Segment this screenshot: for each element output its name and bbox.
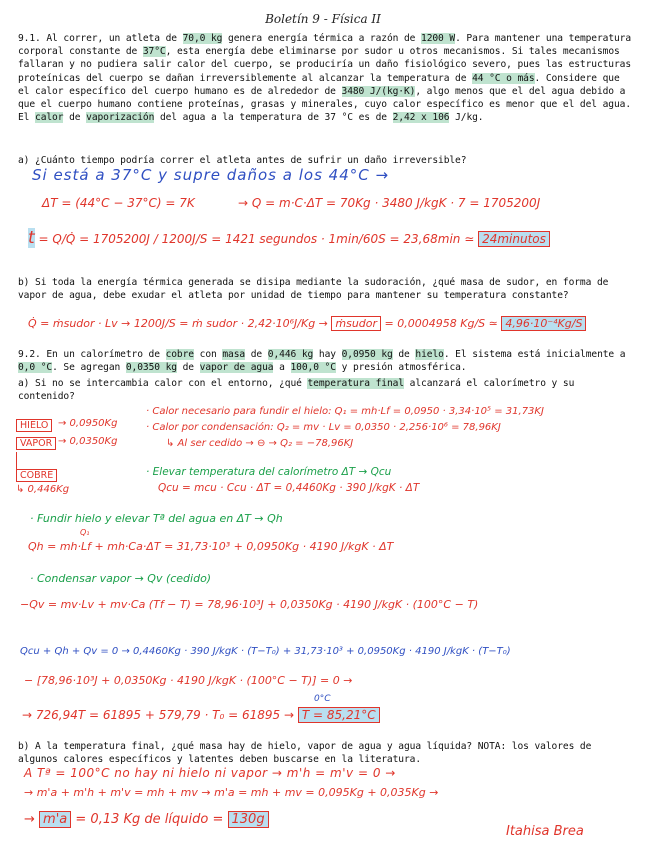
sweat-mass-rate: ṁsudor: [331, 316, 381, 331]
handwritten-ice-equation: Qh = mh·Lf + mh·Ca·ΔT = 31,73·10³ + 0,0950Kg · 4190 J/kgK · ΔT: [28, 540, 394, 553]
handwritten-ceded-note: ↳ Al ser cedido → ⊖ → Q₂ = −78,96KJ: [166, 438, 354, 449]
handwritten-sweat-equation: Q̇ = ṁsudor · Lv → 1200J/S = ṁ sudor · 2,42·10⁶J/Kg → ṁsudor = 0,0004958 Kg/S ≃ 4,96·10⁻⁴Kg/S: [28, 317, 586, 330]
handwritten-final-equation: → 726,94T = 61895 + 579,79 · T₀ = 61895 → T = 85,21°C: [22, 708, 380, 722]
handwritten-ice-step: · Fundir hielo y elevar Tª del agua en ΔT → Qh: [30, 512, 283, 525]
handwritten-ice-mass: → 0,0950Kg: [58, 418, 118, 429]
question-9-1-b: b) Si toda la energía térmica generada se disipa mediante la sudoración, ¿qué masa de sudor, en forma de vapor de agua, debe exudar el atleta por unidad de tiempo para mantener su temperatura constante?: [18, 277, 614, 302]
liquid-mass-result: 130g: [228, 811, 269, 828]
handwritten-note-1: Si está a 37°C y supre daños a los 44°C →: [32, 166, 390, 184]
signature: Itahisa Brea: [506, 824, 584, 839]
handwritten-delta-t: ΔT = (44°C − 37°C) = 7K: [42, 196, 195, 210]
sweat-result: 4,96·10⁻⁴Kg/S: [501, 316, 586, 331]
final-temperature-result: T = 85,21°C: [298, 707, 380, 723]
handwritten-copper-mass: ↳ 0,446Kg: [16, 484, 70, 495]
handwritten-q1-mark: Q₁: [80, 528, 90, 537]
problem-9-1-statement: 9.1. Al correr, un atleta de 70,0 kg genera energía térmica a razón de 1200 W. Para mantener una temperatura corporal constante de 37°C, esta energía debe eliminarse por sudor u otros mecanismos. Si tales mecanismos fallaran y no pudiera salir calor del cuerpo, se produciría un daño fisiológico severo, pues las estructuras proteínicas del cuerpo se dañan irreversiblemente al alcanzar la temperatura de 44 °C o más. Considere que el calor específico del cuerpo humano es de alrededor de 3480 J/(kg·K), algo menos que el del agua debido a que el cuerpo humano contiene proteínas, grasas y minerales, cuyo calor específico es menor que el del agua. El calor de vaporización del agua a la temperatura de 37 °C es de 2,42 x 106 J/kg.: [18, 33, 637, 124]
handwritten-liquid-mass: → m'a = 0,13 Kg de líquido = 130g: [24, 812, 269, 827]
handwritten-vapor-equation: −Qv = mv·Lv + mv·Ca (Tf − T) = 78,96·10³J + 0,0350Kg · 4190 J/kgK · (100°C − T): [20, 598, 479, 611]
handwritten-vapor-label: VAPOR: [16, 438, 56, 449]
question-9-2-a: a) Si no se intercambia calor con el entorno, ¿qué temperatura final alcanzará el calorímetro y su contenido?: [18, 378, 580, 403]
problem-9-2-statement: 9.2. En un calorímetro de cobre con masa de 0,446 kg hay 0,0950 kg de hielo. El sistema está inicialmente a 0,0 °C. Se agregan 0,0350 kg de vapor de agua a 100,0 °C y presión atmosférica.: [18, 349, 632, 374]
handwritten-t0-note: 0°C: [314, 694, 331, 704]
page-title: Boletín 9 - Física II: [265, 12, 381, 26]
question-9-2-b: b) A la temperatura final, ¿qué masa hay de hielo, vapor de agua y agua líquida? NOTA: los valores de algunos calores específicos y latentes deben buscarse en la literatura.: [18, 741, 597, 766]
handwritten-ice-label: HIELO: [16, 420, 52, 431]
handwritten-melt-heat: · Calor necesario para fundir el hielo: Q₁ = mh·Lf = 0,0950 · 3,34·10⁵ = 31,73KJ: [146, 406, 544, 417]
handwritten-copper-step: · Elevar temperatura del calorímetro ΔT → Qcu: [146, 466, 392, 478]
handwritten-heat-equation: → Q = m·C·ΔT = 70Kg · 3480 J/kgK · 7 = 1705200J: [238, 196, 541, 210]
handwritten-copper-equation: Qcu = mcu · Ccu · ΔT = 0,4460Kg · 390 J/kgK · ΔT: [158, 482, 420, 494]
handwritten-mass-balance: → m'a + m'h + m'v = mh + mv → m'a = mh + mv = 0,095Kg + 0,035Kg →: [24, 786, 439, 799]
handwritten-vapor-mass: → 0,0350Kg: [58, 436, 118, 447]
question-9-1-a: a) ¿Cuánto tiempo podría correr el atleta antes de sufrir un daño irreversible?: [18, 155, 467, 166]
handwritten-vapor-step: · Condensar vapor → Qv (cedido): [30, 572, 212, 585]
time-result: 24minutos: [478, 231, 550, 247]
liquid-mass-symbol: m'a: [39, 811, 71, 828]
handwritten-condensation-heat: · Calor por condensación: Q₂ = mv · Lv = 0,0350 · 2,256·10⁶ = 78,96KJ: [146, 422, 501, 433]
handwritten-time-equation: t = Q/Q̇ = 1705200J / 1200J/S = 1421 segundos · 1min/60S = 23,68min ≃ 24minutos: [28, 228, 550, 248]
handwritten-balance-equation: Qcu + Qh + Qv = 0 → 0,4460Kg · 390 J/kgK · (T−T₀) + 31,73·10³ + 0,0950Kg · 4190 J/kgK · (T−T₀): [20, 646, 511, 657]
handwritten-copper-label: COBRE: [16, 470, 57, 481]
handwritten-balance-continued: − [78,96·10³J + 0,0350Kg · 4190 J/kgK · (100°C − T)] = 0 →: [24, 674, 353, 687]
handwritten-phase-note: A Tª = 100°C no hay ni hielo ni vapor → m'h = m'v = 0 →: [24, 766, 396, 780]
